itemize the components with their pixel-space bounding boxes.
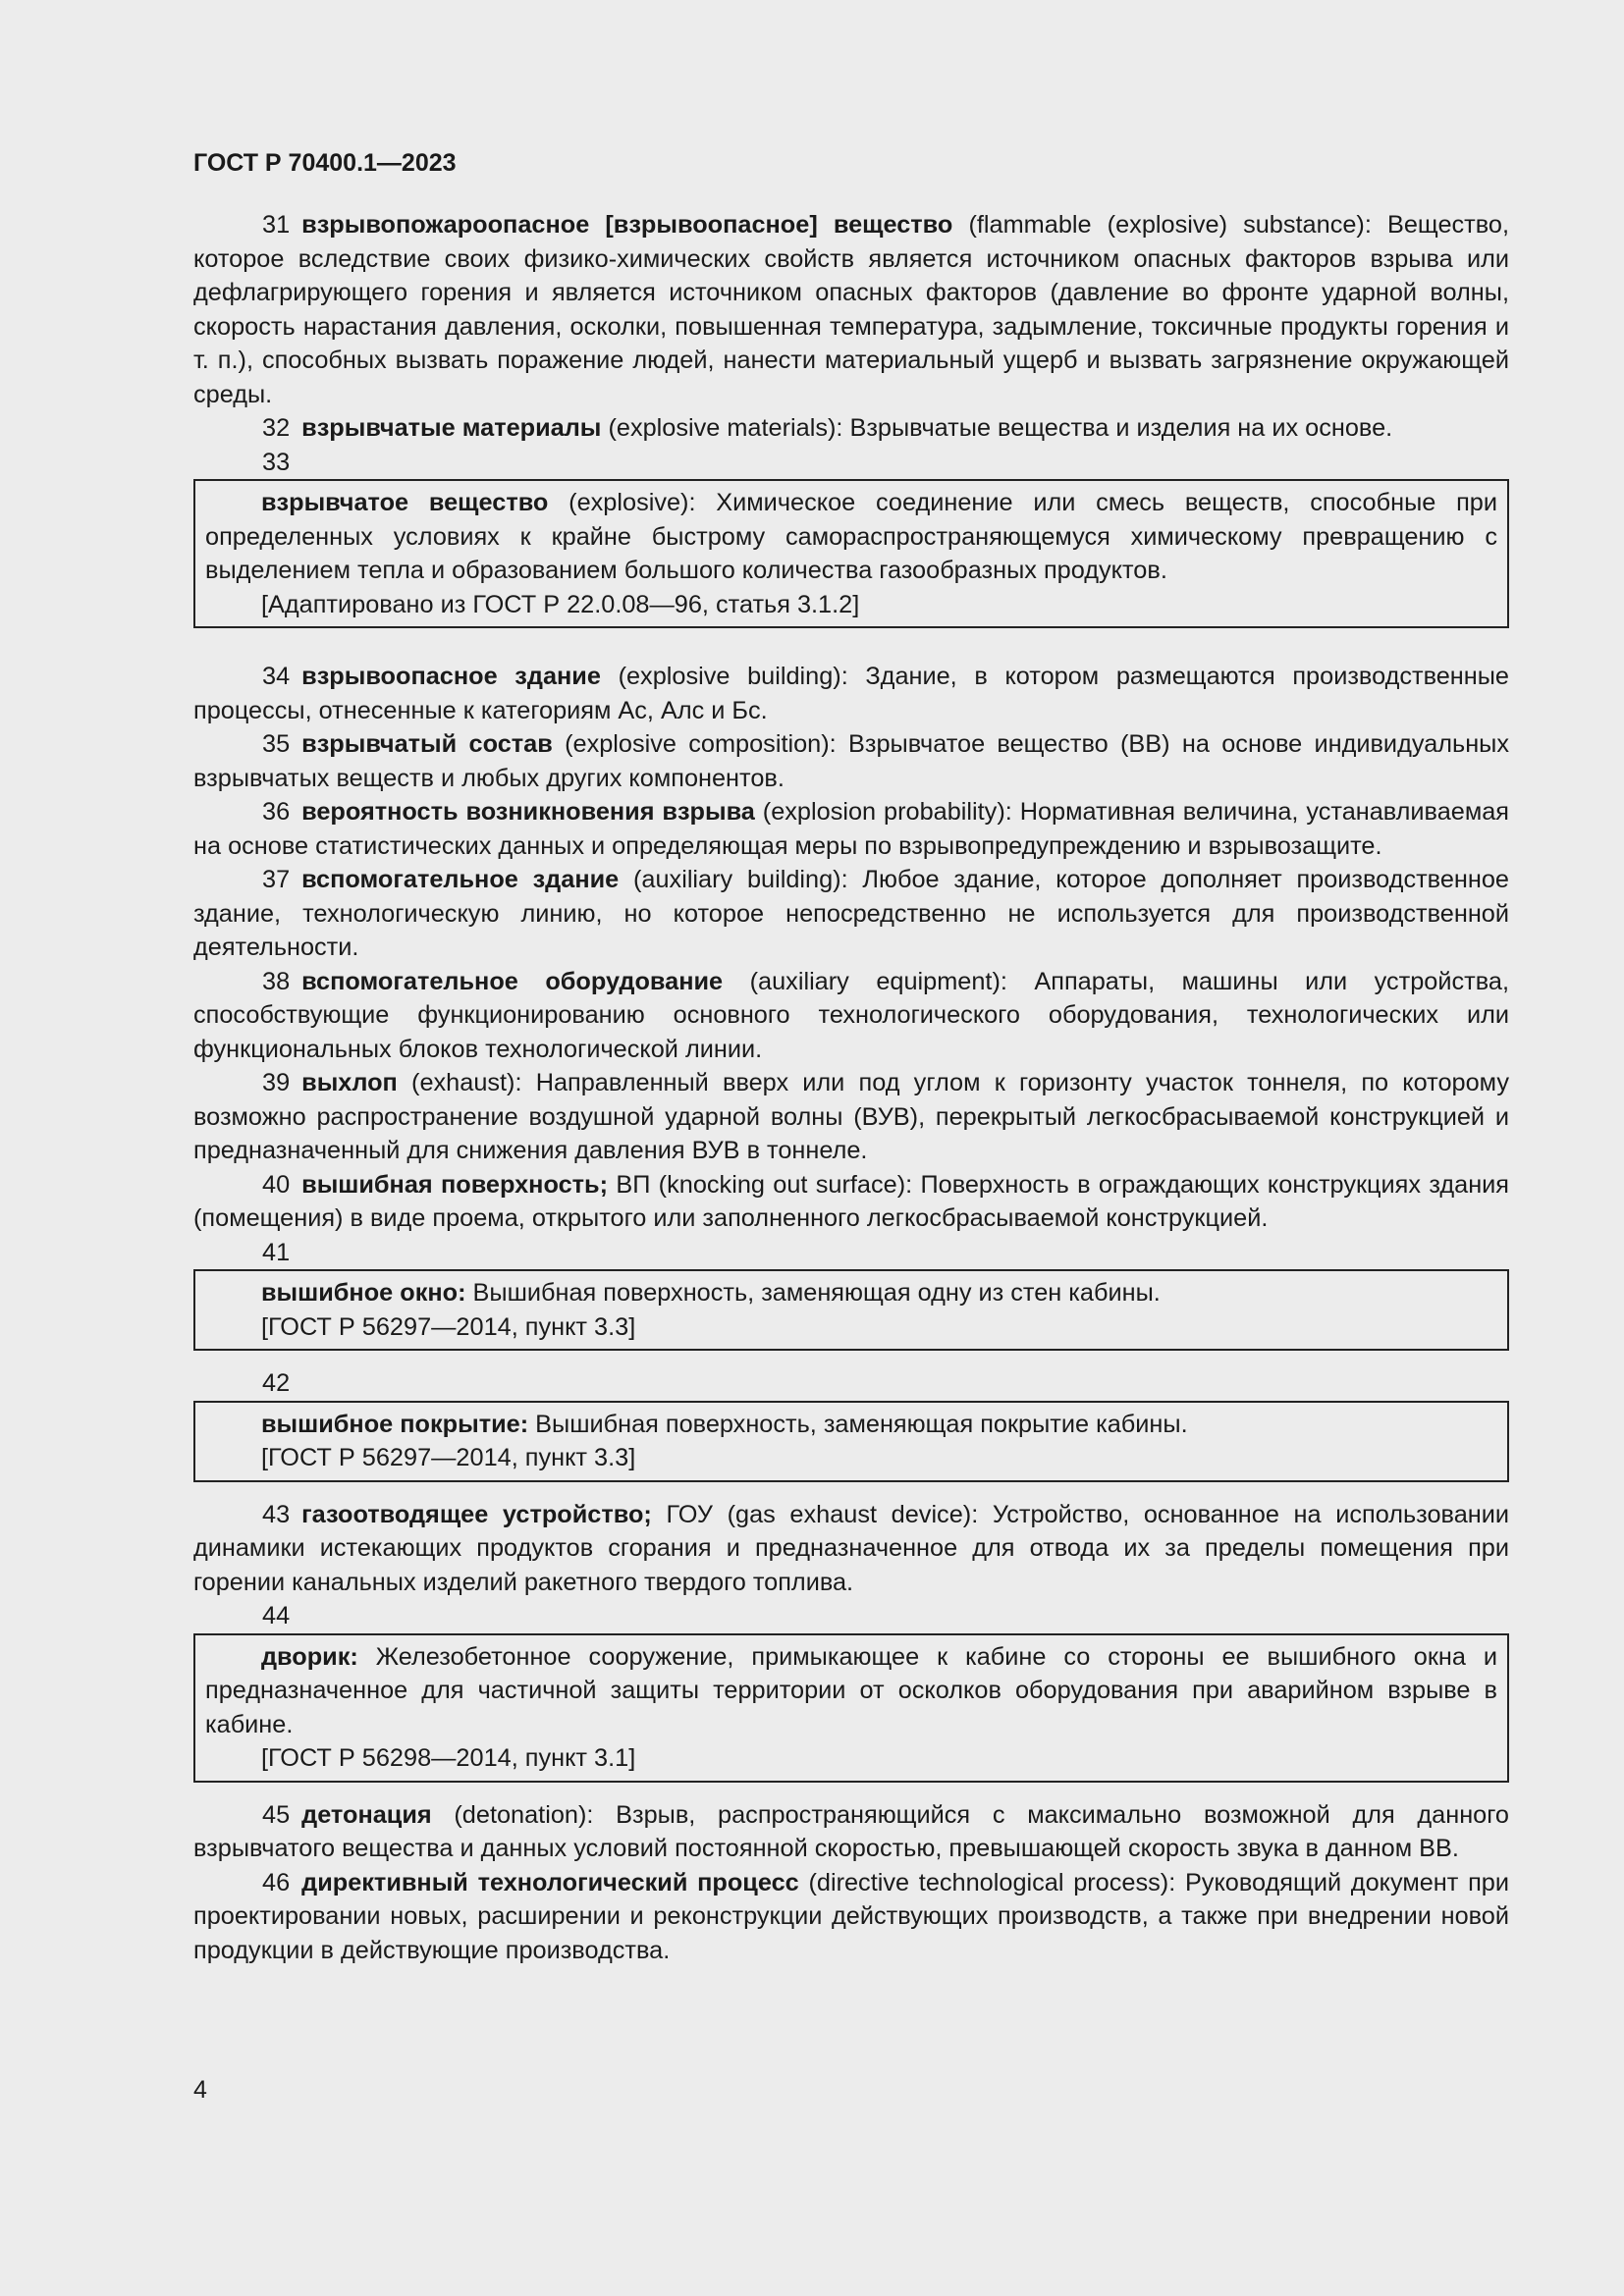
entry-definition: (explosive building): Здание, в котором размещаются производственные процессы, отнесенные к категориям Ас, Алс и Бс. xyxy=(193,663,1509,724)
entry-term: газоотводящее устройство; xyxy=(301,1500,652,1528)
boxed-entry-33 xyxy=(193,479,1509,628)
entry-42 xyxy=(205,1408,1497,1442)
entry-term: взрывчатые материалы xyxy=(301,414,602,442)
entry-definition: ГОУ (gas exhaust device): Устройство, основанное на использовании динамики истекающих продуктов сгорания и предназначенное для отвода их за пределы помещения при горении канальных изделий ракетного твердого топлива. xyxy=(193,1500,1509,1596)
entry-number: 36 xyxy=(262,798,291,826)
entry-term: выхлоп xyxy=(301,1069,398,1096)
entry-36 xyxy=(193,795,1509,863)
entry-number: 39 xyxy=(262,1069,291,1096)
entry-number: 34 xyxy=(262,663,291,690)
entry-number: 37 xyxy=(262,866,291,893)
entry-definition: (auxiliary equipment): Аппараты, машины или устройства, способствующие функционированию основного технологического оборудования, технологических или функциональных блоков технологической линии. xyxy=(193,967,1509,1063)
entry-definition: (explosive): Химическое соединение или смесь веществ, способные при определенных условиях к крайне быстрому самораспространяющемуся химическому превращению с выделением тепла и образованием большого количества газообразных продуктов. xyxy=(205,489,1498,584)
entry-source: [ГОСТ Р 56297—2014, пункт 3.3] xyxy=(261,1312,636,1341)
entry-number: 33 xyxy=(262,448,291,476)
document-page xyxy=(193,145,1509,1967)
entry-number: 31 xyxy=(262,211,291,239)
entry-definition: Вышибная поверхность, заменяющая покрытие кабины. xyxy=(528,1410,1188,1438)
entry-definition: (detonation): Взрыв, распространяющийся с максимально возможной для данного взрывчатого вещества и данных условий постоянной скоростью, превышающей скорость звука в данном ВВ. xyxy=(193,1800,1509,1862)
document-header: ГОСТ Р 70400.1—2023 xyxy=(193,149,457,177)
entry-term: вышибное окно: xyxy=(261,1279,466,1307)
entry-45 xyxy=(193,1798,1509,1866)
entry-term: вероятность возникновения взрыва xyxy=(301,798,755,826)
entry-term: взрывоопасное здание xyxy=(301,663,601,690)
boxed-entry-44 xyxy=(193,1633,1509,1783)
entry-definition: ВП (knocking out surface): Поверхность в ограждающих конструкциях здания (помещения) в виде проема, открытого или заполненного легкосбрасываемой конструкцией. xyxy=(193,1170,1509,1232)
entry-43 xyxy=(193,1498,1509,1600)
entry-term: взрывчатый состав xyxy=(301,730,553,758)
boxed-entry-42 xyxy=(193,1401,1509,1482)
entry-33 xyxy=(205,486,1497,588)
entry-term: дворик: xyxy=(261,1642,358,1671)
entry-38 xyxy=(193,965,1509,1067)
entry-term: вышибное покрытие: xyxy=(261,1410,529,1438)
entry-number: 40 xyxy=(262,1170,291,1199)
entry-definition: (explosive materials): Взрывчатые вещества и изделия на их основе. xyxy=(601,414,1393,442)
entry-number: 35 xyxy=(262,730,291,758)
entry-number: 38 xyxy=(262,967,291,995)
entry-term: вспомогательное здание xyxy=(301,866,620,893)
entry-41 xyxy=(205,1276,1497,1310)
entry-source: [ГОСТ Р 56298—2014, пункт 3.1] xyxy=(261,1744,636,1772)
entry-definition: (auxiliary building): Любое здание, которое дополняет производственное здание, технологическую линию, но которое непосредственно не используется для производственной деятельности. xyxy=(193,866,1509,961)
entry-term: взрывчатое вещество xyxy=(261,489,549,516)
entry-40 xyxy=(193,1168,1509,1236)
entry-definition: (exhaust): Направленный вверх или под углом к горизонту участок тоннеля, по которому возможно распространение воздушной ударной волны (ВУВ), перекрытый легкосбрасываемой конструкцией и предназначенный для снижения давления ВУВ в тоннеле. xyxy=(193,1069,1509,1164)
entry-number: 45 xyxy=(262,1800,291,1829)
entry-31 xyxy=(193,208,1509,411)
entry-term: вышибная поверхность; xyxy=(301,1170,609,1199)
entry-definition: (explosive composition): Взрывчатое вещество (ВВ) на основе индивидуальных взрывчатых веществ и любых других компонентов. xyxy=(193,730,1509,792)
entry-term: детонация xyxy=(301,1800,432,1829)
entry-source: [Адаптировано из ГОСТ Р 22.0.08—96, статья 3.1.2] xyxy=(261,590,860,618)
entry-definition: Железобетонное сооружение, примыкающее к кабине со стороны ее вышибного окна и предназначенное для частичной защиты территории от осколков оборудования при аварийном взрыве в кабине. xyxy=(205,1642,1497,1738)
entry-definition: Вышибная поверхность, заменяющая одну из стен кабины. xyxy=(465,1279,1161,1307)
entry-term: директивный технологический процесс xyxy=(301,1868,799,1896)
entry-37 xyxy=(193,863,1509,965)
entry-number: 41 xyxy=(262,1238,291,1266)
entry-32 xyxy=(193,411,1509,446)
entry-definition: (flammable (explosive) substance): Вещество, которое вследствие своих физико-химических свойств является источником опасных факторов взрыва или дефлагрирующего горения и является источником опасных факторов (давление во фронте ударной волны, скорость нарастания давления, осколки, повышенная температура, задымление, токсичные продукты горения и т. п.), способных вызвать поражение людей, нанести материальный ущерб и вызвать загрязнение окружающей среды. xyxy=(193,211,1509,408)
page-number: 4 xyxy=(193,2076,207,2104)
entry-number: 46 xyxy=(262,1868,291,1896)
entry-35 xyxy=(193,727,1509,795)
entry-number: 32 xyxy=(262,414,291,442)
entry-44 xyxy=(205,1640,1497,1742)
entry-39 xyxy=(193,1066,1509,1168)
entry-term: вспомогательное оборудование xyxy=(301,967,724,995)
entry-46 xyxy=(193,1866,1509,1968)
entry-number: 44 xyxy=(262,1602,291,1629)
entry-number: 42 xyxy=(262,1369,291,1397)
entry-definition: (explosion probability): Нормативная величина, устанавливаемая на основе статистических данных и определяющая меры по взрывопредупреждению и взрывозащите. xyxy=(193,798,1510,860)
entry-term: взрывопожароопасное [взрывоопасное] вещество xyxy=(301,211,953,239)
entry-source: [ГОСТ Р 56297—2014, пункт 3.3] xyxy=(261,1444,636,1471)
boxed-entry-41 xyxy=(193,1269,1509,1351)
entry-number: 43 xyxy=(262,1500,291,1528)
entry-definition: (directive technological process): Руководящий документ при проектировании новых, расширении и реконструкции действующих производств, а также при внедрении новой продукции в действующие производства. xyxy=(193,1868,1509,1964)
entry-34 xyxy=(193,660,1509,727)
